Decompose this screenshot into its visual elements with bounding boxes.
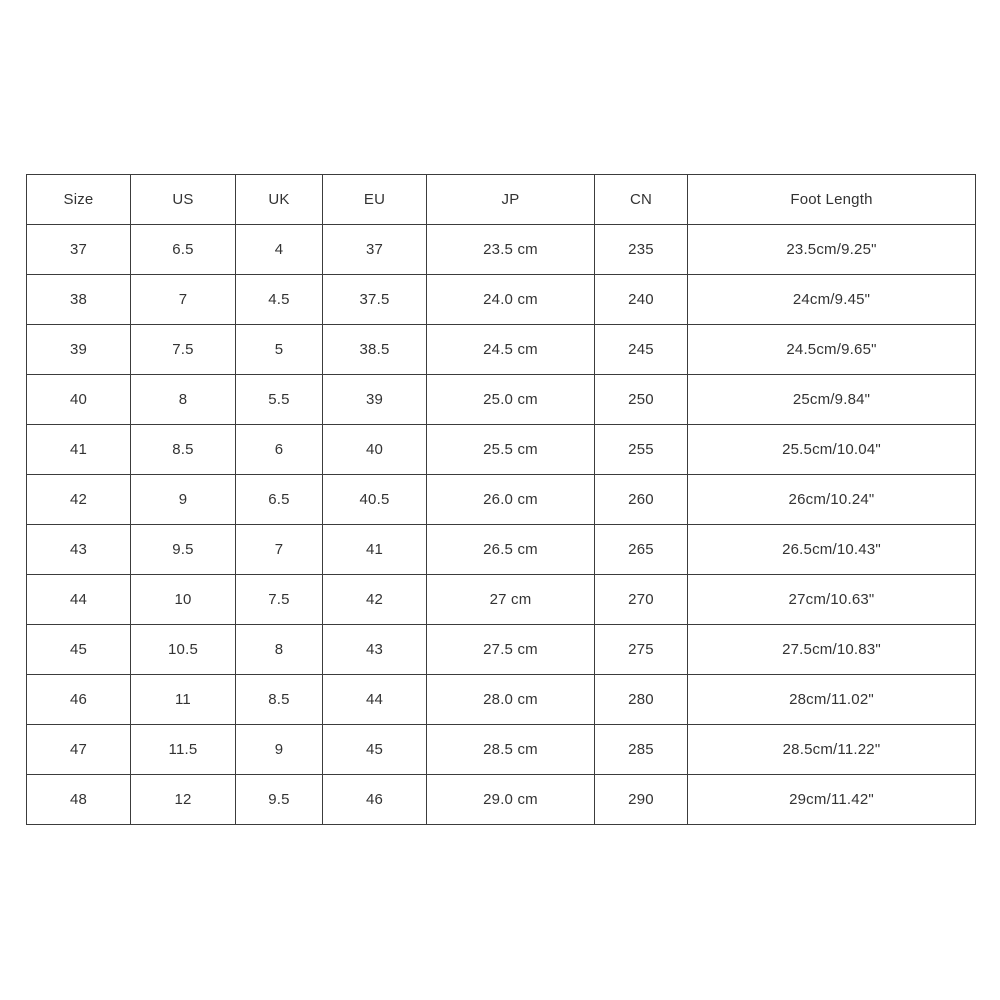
table-cell: 45: [27, 625, 131, 675]
table-row: [27, 225, 976, 275]
table-cell: 8.5: [131, 425, 236, 475]
table-row: [27, 725, 976, 775]
table-cell: 6.5: [236, 475, 323, 525]
table-cell: 47: [27, 725, 131, 775]
table-cell: 9: [236, 725, 323, 775]
table-cell: 42: [323, 575, 427, 625]
table-cell: 245: [595, 325, 688, 375]
header-row: [27, 175, 976, 225]
table-cell: 39: [323, 375, 427, 425]
table-row: [27, 425, 976, 475]
table-cell: 9.5: [236, 775, 323, 825]
column-header-us: US: [131, 175, 236, 225]
table-row: [27, 525, 976, 575]
table-cell: 27cm/10.63": [688, 575, 976, 625]
table-cell: 8: [236, 625, 323, 675]
table-cell: 11.5: [131, 725, 236, 775]
table-cell: 37.5: [323, 275, 427, 325]
table-cell: 7: [131, 275, 236, 325]
table-row: [27, 575, 976, 625]
size-chart-table: [26, 174, 976, 825]
column-header-eu: EU: [323, 175, 427, 225]
table-cell: 24cm/9.45": [688, 275, 976, 325]
table-cell: 10.5: [131, 625, 236, 675]
table-cell: 250: [595, 375, 688, 425]
table-cell: 5.5: [236, 375, 323, 425]
table-row: [27, 775, 976, 825]
table-cell: 26.5 cm: [427, 525, 595, 575]
table-cell: 5: [236, 325, 323, 375]
table-cell: 270: [595, 575, 688, 625]
table-cell: 41: [27, 425, 131, 475]
table-cell: 46: [323, 775, 427, 825]
column-header-jp: JP: [427, 175, 595, 225]
table-row: [27, 625, 976, 675]
column-header-cn: CN: [595, 175, 688, 225]
table-cell: 25.0 cm: [427, 375, 595, 425]
table-cell: 8.5: [236, 675, 323, 725]
table-cell: 290: [595, 775, 688, 825]
table-cell: 240: [595, 275, 688, 325]
table-cell: 24.5 cm: [427, 325, 595, 375]
table-cell: 37: [323, 225, 427, 275]
table-cell: 27.5 cm: [427, 625, 595, 675]
table-cell: 26.0 cm: [427, 475, 595, 525]
table-cell: 23.5 cm: [427, 225, 595, 275]
table-cell: 9.5: [131, 525, 236, 575]
table-cell: 6.5: [131, 225, 236, 275]
table-cell: 43: [27, 525, 131, 575]
table-cell: 46: [27, 675, 131, 725]
table-cell: 44: [323, 675, 427, 725]
table-cell: 29cm/11.42": [688, 775, 976, 825]
table-cell: 42: [27, 475, 131, 525]
table-cell: 45: [323, 725, 427, 775]
table-cell: 255: [595, 425, 688, 475]
table-cell: 28cm/11.02": [688, 675, 976, 725]
table-cell: 265: [595, 525, 688, 575]
table-row: [27, 675, 976, 725]
table-cell: 38: [27, 275, 131, 325]
table-cell: 260: [595, 475, 688, 525]
table-cell: 11: [131, 675, 236, 725]
table-row: [27, 375, 976, 425]
table-cell: 8: [131, 375, 236, 425]
column-header-size: Size: [27, 175, 131, 225]
table-cell: 25cm/9.84": [688, 375, 976, 425]
table-cell: 28.5cm/11.22": [688, 725, 976, 775]
table-cell: 48: [27, 775, 131, 825]
table-cell: 24.0 cm: [427, 275, 595, 325]
table-cell: 7.5: [131, 325, 236, 375]
table-cell: 285: [595, 725, 688, 775]
table-cell: 25.5cm/10.04": [688, 425, 976, 475]
table-cell: 6: [236, 425, 323, 475]
table-row: [27, 475, 976, 525]
table-cell: 4.5: [236, 275, 323, 325]
table-cell: 10: [131, 575, 236, 625]
table-cell: 7: [236, 525, 323, 575]
table-cell: 43: [323, 625, 427, 675]
table-row: [27, 325, 976, 375]
table-cell: 27 cm: [427, 575, 595, 625]
table-cell: 37: [27, 225, 131, 275]
table-cell: 26.5cm/10.43": [688, 525, 976, 575]
table-cell: 280: [595, 675, 688, 725]
table-cell: 4: [236, 225, 323, 275]
table-body: [27, 225, 976, 825]
table-cell: 12: [131, 775, 236, 825]
column-header-foot-length: Foot Length: [688, 175, 976, 225]
table-cell: 23.5cm/9.25": [688, 225, 976, 275]
table-cell: 7.5: [236, 575, 323, 625]
table-cell: 41: [323, 525, 427, 575]
column-header-uk: UK: [236, 175, 323, 225]
table-cell: 40: [27, 375, 131, 425]
table-cell: 27.5cm/10.83": [688, 625, 976, 675]
table-cell: 24.5cm/9.65": [688, 325, 976, 375]
table-row: [27, 275, 976, 325]
table-cell: 28.5 cm: [427, 725, 595, 775]
table-cell: 38.5: [323, 325, 427, 375]
table-cell: 39: [27, 325, 131, 375]
table-cell: 235: [595, 225, 688, 275]
table-cell: 9: [131, 475, 236, 525]
table-cell: 26cm/10.24": [688, 475, 976, 525]
table-cell: 275: [595, 625, 688, 675]
table-cell: 29.0 cm: [427, 775, 595, 825]
table-cell: 28.0 cm: [427, 675, 595, 725]
table-cell: 25.5 cm: [427, 425, 595, 475]
table-cell: 40: [323, 425, 427, 475]
table-cell: 40.5: [323, 475, 427, 525]
table-cell: 44: [27, 575, 131, 625]
